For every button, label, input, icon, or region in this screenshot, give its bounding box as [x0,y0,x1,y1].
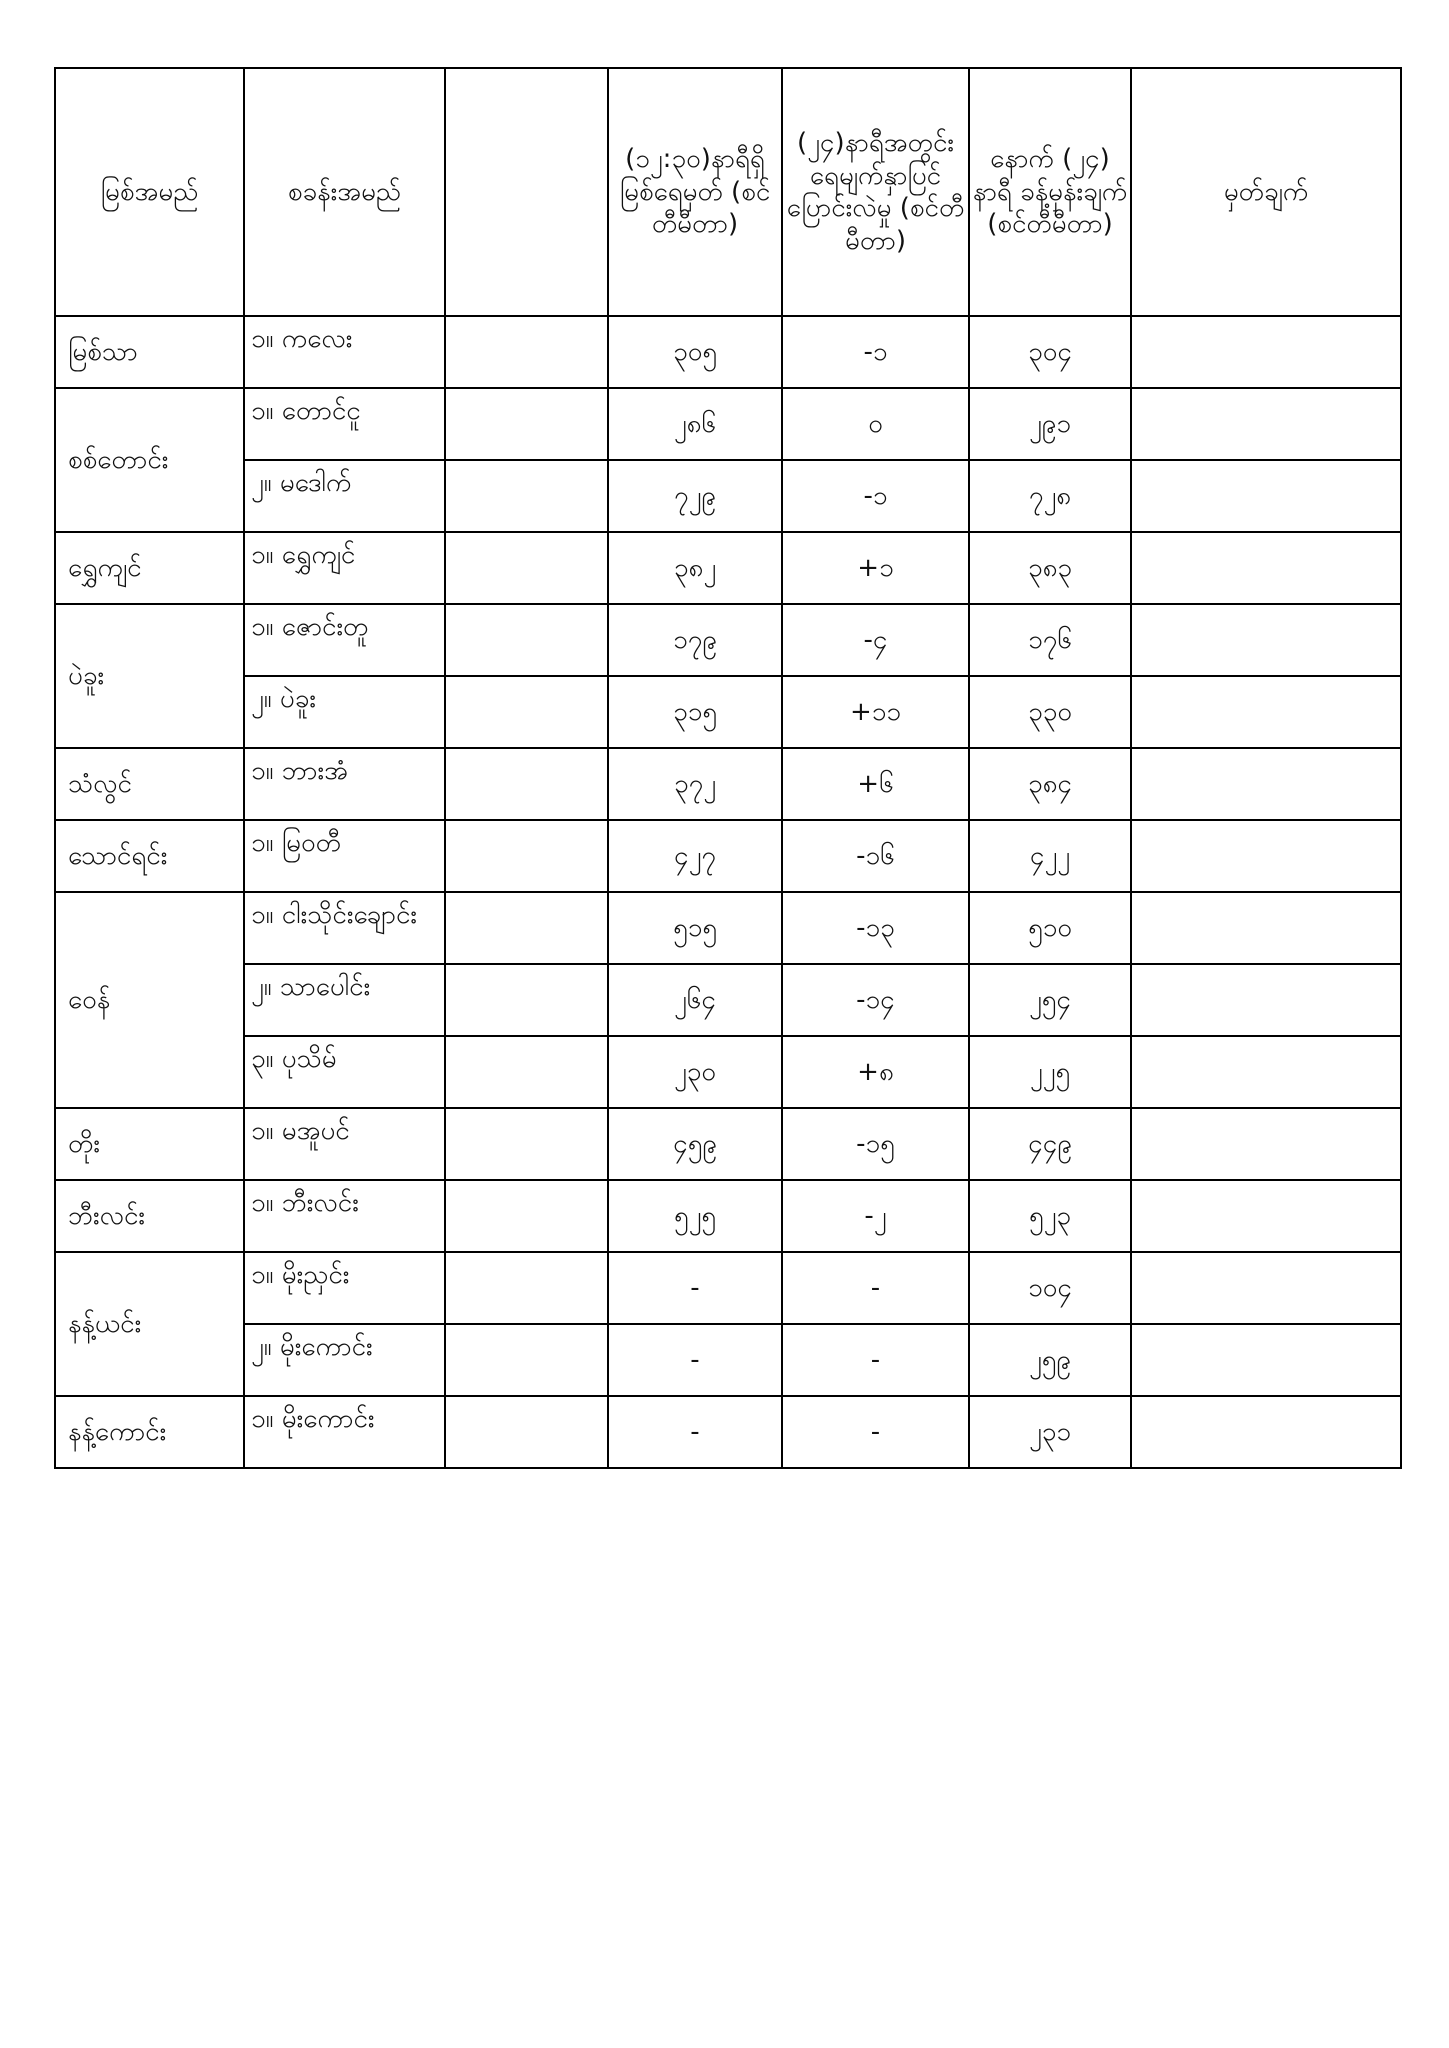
forecast-level: ၁၇၆ [969,604,1131,676]
forecast-level: ၄၂၂ [969,820,1131,892]
blank-cell [445,604,608,676]
level-change: - [782,1396,969,1468]
level-change: -၁ [782,316,969,388]
table-row [55,748,1401,820]
remarks-cell [1131,316,1401,388]
remarks-cell [1131,820,1401,892]
table-row [55,604,1401,676]
river-name: စစ်တောင်း [55,388,244,532]
table-row [55,1180,1401,1252]
station-name: ၁။ မအူပင် [244,1108,445,1180]
table-row [55,316,1401,388]
blank-cell [445,460,608,532]
header-station: စခန်းအမည် [244,68,445,316]
station-name: ၁။ ဘားအံ [244,748,445,820]
forecast-level: ၂၃၁ [969,1396,1131,1468]
blank-cell [445,388,608,460]
current-level: ၃၇၂ [608,748,782,820]
current-level: ၂၈၆ [608,388,782,460]
remarks-cell [1131,604,1401,676]
remarks-cell [1131,676,1401,748]
river-name: ပဲခူး [55,604,244,748]
table-row [55,1108,1401,1180]
level-change: -၁၆ [782,820,969,892]
remarks-cell [1131,1108,1401,1180]
current-level: - [608,1252,782,1324]
blank-cell [445,1396,608,1468]
station-name: ၁။ မြဝတီ [244,820,445,892]
blank-cell [445,892,608,964]
table-row [55,1396,1401,1468]
blank-cell [445,820,608,892]
table-row [55,1324,1401,1396]
remarks-cell [1131,532,1401,604]
remarks-cell [1131,1252,1401,1324]
current-level: - [608,1324,782,1396]
level-change: -၁၃ [782,892,969,964]
table-row [55,1036,1401,1108]
header-remarks: မှတ်ချက် [1131,68,1401,316]
current-level: ၅၁၅ [608,892,782,964]
forecast-level: ၇၂၈ [969,460,1131,532]
forecast-level: ၂၂၅ [969,1036,1131,1108]
blank-cell [445,532,608,604]
level-change: +၈ [782,1036,969,1108]
blank-cell [445,748,608,820]
forecast-level: ၃၀၄ [969,316,1131,388]
remarks-cell [1131,460,1401,532]
river-name: မြစ်သာ [55,316,244,388]
forecast-level: ၅၂၃ [969,1180,1131,1252]
table-row [55,460,1401,532]
current-level: ၇၂၉ [608,460,782,532]
table-row [55,532,1401,604]
header-blank [445,68,608,316]
station-name: ၁။ မိုးကောင်း [244,1396,445,1468]
current-level: ၃၈၂ [608,532,782,604]
header-row [55,68,1401,316]
remarks-cell [1131,1180,1401,1252]
river-name: ရွှေကျင် [55,532,244,604]
water-level-table [54,67,1402,1469]
table-row [55,964,1401,1036]
remarks-cell [1131,892,1401,964]
header-river: မြစ်အမည် [55,68,244,316]
station-name: ၁။ ဇောင်းတူ [244,604,445,676]
level-change: ၀ [782,388,969,460]
river-name: နန့်ကောင်း [55,1396,244,1468]
table-row [55,1252,1401,1324]
table-row [55,892,1401,964]
forecast-level: ၄၄၉ [969,1108,1131,1180]
current-level: ၄၂၇ [608,820,782,892]
forecast-level: ၅၁၀ [969,892,1131,964]
current-level: ၂၆၄ [608,964,782,1036]
table-row [55,388,1401,460]
river-name: သောင်ရင်း [55,820,244,892]
blank-cell [445,1324,608,1396]
forecast-level: ၃၃၀ [969,676,1131,748]
level-change: +၁ [782,532,969,604]
current-level: ၅၂၅ [608,1180,782,1252]
remarks-cell [1131,1036,1401,1108]
station-name: ၁။ တောင်ငူ [244,388,445,460]
remarks-cell [1131,1324,1401,1396]
river-name: ဘီးလင်း [55,1180,244,1252]
remarks-cell [1131,388,1401,460]
river-name: သံလွင် [55,748,244,820]
header-current-level: (၁၂:၃၀)နာရီရှိ မြစ်ရေမှတ် (စင်တီမီတာ) [608,68,782,316]
level-change: - [782,1252,969,1324]
blank-cell [445,316,608,388]
remarks-cell [1131,748,1401,820]
station-name: ၁။ မိုးညှင်း [244,1252,445,1324]
blank-cell [445,676,608,748]
level-change: -၂ [782,1180,969,1252]
station-name: ၁။ ဘီးလင်း [244,1180,445,1252]
forecast-level: ၃၈၃ [969,532,1131,604]
header-forecast: နောက် (၂၄) နာရီ ခန့်မှန်းချက် (စင်တီမီတာ) [969,68,1131,316]
blank-cell [445,1180,608,1252]
current-level: ၃၁၅ [608,676,782,748]
current-level: ၃၀၅ [608,316,782,388]
blank-cell [445,1252,608,1324]
blank-cell [445,964,608,1036]
blank-cell [445,1108,608,1180]
level-change: -၁ [782,460,969,532]
remarks-cell [1131,1396,1401,1468]
current-level: ၂၃၀ [608,1036,782,1108]
level-change: -၁၄ [782,964,969,1036]
level-change: +၆ [782,748,969,820]
river-name: နန့်ယင်း [55,1252,244,1396]
station-name: ၁။ ငါးသိုင်းချောင်း [244,892,445,964]
station-name: ၂။ မိုးကောင်း [244,1324,445,1396]
remarks-cell [1131,964,1401,1036]
blank-cell [445,1036,608,1108]
station-name: ၁။ ကလေး [244,316,445,388]
station-name: ၂။ သာပေါင်း [244,964,445,1036]
table-row [55,676,1401,748]
forecast-level: ၁၀၄ [969,1252,1131,1324]
header-24h-change: (၂၄)နာရီအတွင်း ရေမျက်နှာပြင် ပြောင်းလဲမှု (စင်တီမီတာ) [782,68,969,316]
station-name: ၂။ မဒေါက် [244,460,445,532]
river-name: တိုး [55,1108,244,1180]
station-name: ၂။ ပဲခူး [244,676,445,748]
level-change: - [782,1324,969,1396]
level-change: -၄ [782,604,969,676]
current-level: ၄၅၉ [608,1108,782,1180]
table-row [55,820,1401,892]
forecast-level: ၂၅၉ [969,1324,1131,1396]
forecast-level: ၂၉၁ [969,388,1131,460]
current-level: ၁၇၉ [608,604,782,676]
forecast-level: ၂၅၄ [969,964,1131,1036]
forecast-level: ၃၈၄ [969,748,1131,820]
level-change: +၁၁ [782,676,969,748]
water-level-table-sheet [54,67,1400,1469]
station-name: ၃။ ပုသိမ် [244,1036,445,1108]
level-change: -၁၅ [782,1108,969,1180]
current-level: - [608,1396,782,1468]
station-name: ၁။ ရွှေကျင် [244,532,445,604]
river-name: ဝေန် [55,892,244,1108]
